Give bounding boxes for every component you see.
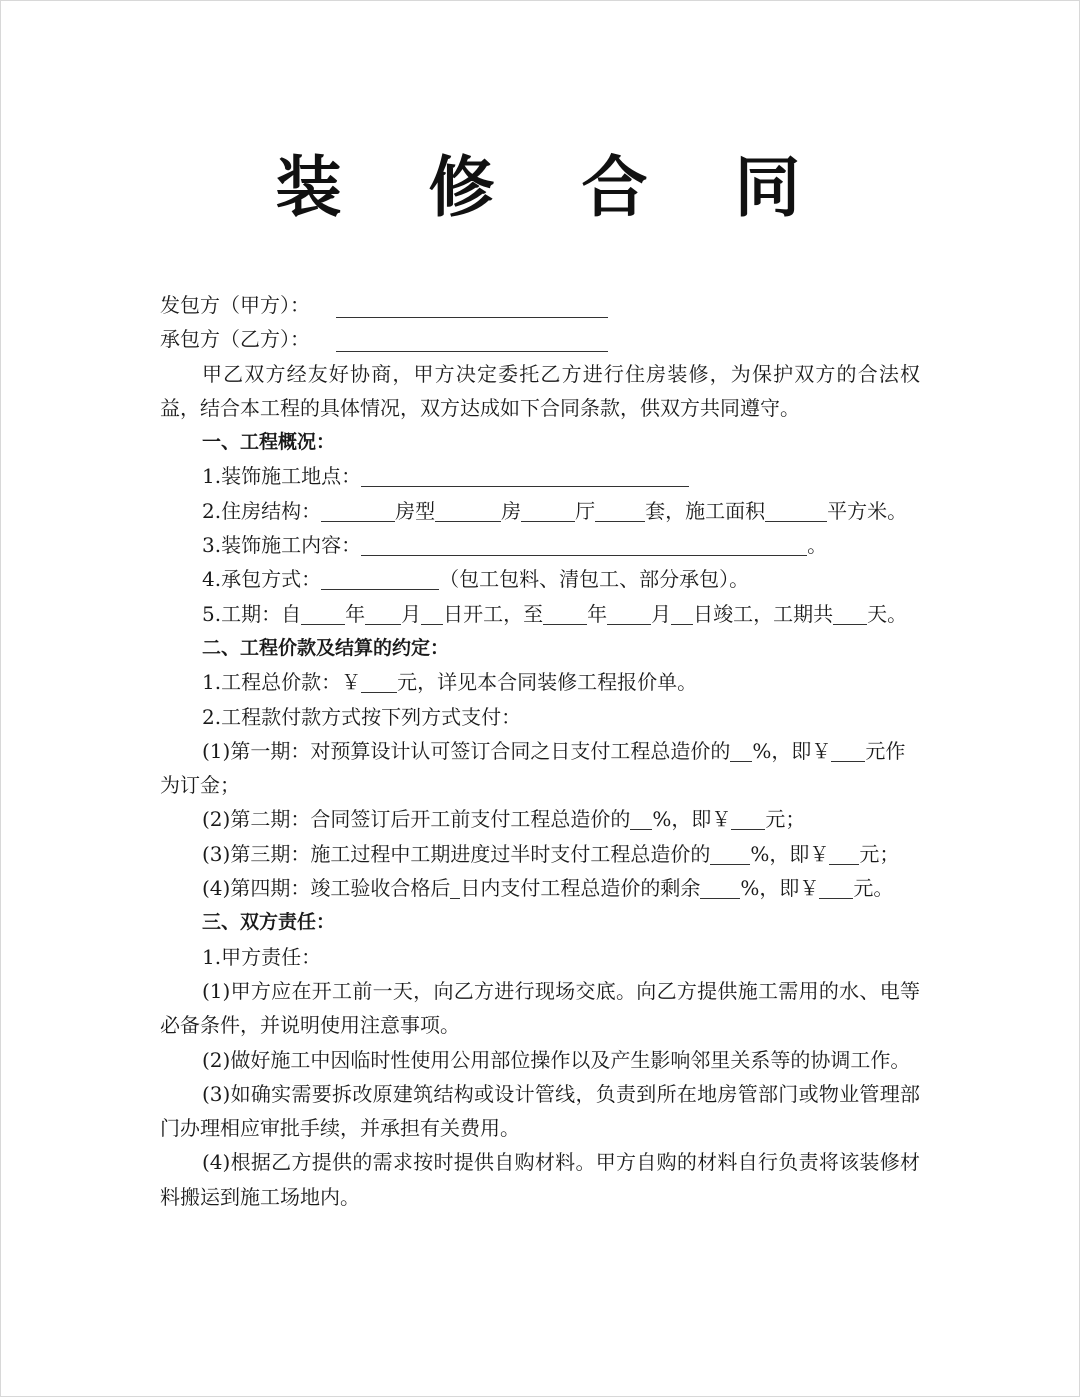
contract-mode-field[interactable] bbox=[321, 567, 439, 590]
end-month-field[interactable] bbox=[607, 602, 651, 625]
phase-2-percent-text: %，即￥ bbox=[652, 807, 732, 832]
duration-text: 天。 bbox=[867, 601, 908, 626]
total-price-label: 1.工程总价款：￥ bbox=[202, 670, 362, 695]
duration-field[interactable] bbox=[833, 602, 867, 625]
housing-type-text: 房型 bbox=[395, 498, 436, 523]
end-day-field[interactable] bbox=[671, 602, 693, 625]
start-month-field[interactable] bbox=[365, 602, 401, 625]
end-year-field[interactable] bbox=[543, 602, 587, 625]
phase-4-amount-text: 元。 bbox=[853, 876, 894, 901]
phase-4-percent-field[interactable] bbox=[700, 876, 740, 899]
phase-4-amount-field[interactable] bbox=[819, 876, 853, 899]
area-field[interactable] bbox=[765, 499, 827, 522]
phase-3-percent-text: %，即￥ bbox=[750, 841, 830, 866]
construction-content-line bbox=[160, 528, 920, 562]
end-month-text: 月 bbox=[651, 601, 672, 626]
start-year-text: 年 bbox=[345, 601, 366, 626]
payment-phase-3-line bbox=[160, 837, 920, 871]
phase-1-amount-field[interactable] bbox=[831, 739, 865, 762]
section-3-heading: 三、双方责任： bbox=[202, 911, 336, 934]
party-b-label: 承包方（乙方）： bbox=[160, 327, 310, 352]
duty-4-paragraph: (4)根据乙方提供的需求按时提供自购材料。甲方自购的材料自行负责将该装修材料搬运到施工场地内。 bbox=[160, 1150, 920, 1209]
schedule-line bbox=[160, 597, 920, 631]
phase-4-days-field[interactable] bbox=[450, 876, 460, 899]
party-a-duties-heading: 1.甲方责任： bbox=[202, 944, 322, 969]
site-address-field[interactable] bbox=[361, 464, 689, 487]
total-price-text: 元，详见本合同装修工程报价单。 bbox=[397, 670, 698, 695]
rooms-text: 房 bbox=[501, 498, 522, 523]
payment-method-line: 2.工程款付款方式按下列方式支付： bbox=[202, 704, 522, 729]
section-1-heading: 一、工程概况： bbox=[202, 431, 336, 454]
phase-4-percent-text: %，即￥ bbox=[740, 876, 820, 901]
payment-phase-3-text: (3)第三期：施工过程中工期进度过半时支付工程总造价的 bbox=[202, 841, 711, 866]
construction-content-end: 。 bbox=[807, 533, 828, 558]
section-2-heading: 二、工程价款及结算的约定： bbox=[202, 636, 450, 659]
phase-3-percent-field[interactable] bbox=[710, 842, 750, 865]
construction-content-field[interactable] bbox=[361, 533, 807, 556]
total-price-line bbox=[160, 665, 920, 699]
contract-mode-note: （包工包料、清包工、部分承包）。 bbox=[439, 567, 750, 592]
start-year-field[interactable] bbox=[301, 602, 345, 625]
duty-1-paragraph: (1)甲方应在开工前一天，向乙方进行现场交底。向乙方提供施工需用的水、电等必备条件，并说明使用注意事项。 bbox=[160, 978, 920, 1038]
party-a-line bbox=[160, 288, 920, 322]
document-title: 装 修 合 同 bbox=[275, 149, 833, 226]
duty-2-paragraph: (2)做好施工中因临时性使用公用部位操作以及产生影响邻里关系等的协调工作。 bbox=[202, 1047, 911, 1072]
site-address-line bbox=[160, 459, 920, 493]
phase-1-amount-text: 元作 bbox=[865, 738, 906, 763]
party-a-field[interactable] bbox=[336, 293, 608, 318]
housing-structure-line bbox=[160, 494, 920, 528]
housing-type-field[interactable] bbox=[321, 499, 395, 522]
halls-text: 厅 bbox=[575, 498, 596, 523]
duty-3-paragraph: (3)如确实需要拆改原建筑结构或设计管线，负责到所在地房管部门或物业管理部门办理相应审批手续，并承担有关费用。 bbox=[160, 1081, 920, 1141]
halls-field[interactable] bbox=[521, 499, 575, 522]
payment-phase-2-text: (2)第二期：合同签订后开工前支付工程总造价的 bbox=[202, 807, 631, 832]
contract-mode-label: 4.承包方式： bbox=[202, 567, 322, 592]
contract-mode-line bbox=[160, 562, 920, 596]
phase-2-amount-field[interactable] bbox=[731, 807, 765, 830]
end-day-text: 日竣工，工期共 bbox=[693, 601, 834, 626]
payment-phase-1-text: (1)第一期：对预算设计认可签订合同之日支付工程总造价的 bbox=[202, 738, 731, 763]
construction-content-label: 3.装饰施工内容： bbox=[202, 533, 362, 558]
area-text: 套，施工面积 bbox=[645, 498, 766, 523]
phase-2-percent-field[interactable] bbox=[630, 807, 652, 830]
phase-1-percent-field[interactable] bbox=[730, 739, 752, 762]
payment-phase-4-line bbox=[160, 871, 920, 905]
intro-paragraph: 甲乙双方经友好协商，甲方决定委托乙方进行住房装修，为保护双方的合法权益，结合本工程的具体情况，双方达成如下合同条款，供双方共同遵守。 bbox=[160, 361, 920, 420]
party-b-field[interactable] bbox=[336, 327, 608, 352]
document-body bbox=[160, 288, 920, 1214]
phase-4-days-text: 日内支付工程总造价的剩余 bbox=[460, 876, 701, 901]
start-month-text: 月 bbox=[401, 601, 422, 626]
total-price-field[interactable] bbox=[361, 670, 397, 693]
area-unit-text: 平方米。 bbox=[827, 498, 908, 523]
phase-1-percent-text: %，即￥ bbox=[752, 738, 832, 763]
payment-phase-2-line bbox=[160, 802, 920, 836]
phase-2-amount-text: 元； bbox=[765, 807, 806, 832]
schedule-label: 5.工期：自 bbox=[202, 601, 302, 626]
phase-3-amount-text: 元； bbox=[859, 841, 900, 866]
housing-structure-label: 2.住房结构： bbox=[202, 498, 322, 523]
party-b-line bbox=[160, 322, 920, 356]
payment-phase-4-text: (4)第四期：竣工验收合格后 bbox=[202, 876, 451, 901]
start-day-field[interactable] bbox=[421, 602, 443, 625]
party-a-label: 发包方（甲方）： bbox=[160, 293, 310, 317]
payment-phase-1-line bbox=[160, 734, 920, 768]
start-day-text: 日开工，至 bbox=[443, 601, 544, 626]
rooms-field[interactable] bbox=[435, 499, 501, 522]
payment-phase-1-continuation: 为订金； bbox=[160, 773, 240, 798]
site-address-label: 1.装饰施工地点： bbox=[202, 464, 362, 489]
end-year-text: 年 bbox=[587, 601, 608, 626]
sets-field[interactable] bbox=[595, 499, 645, 522]
phase-3-amount-field[interactable] bbox=[829, 842, 859, 865]
